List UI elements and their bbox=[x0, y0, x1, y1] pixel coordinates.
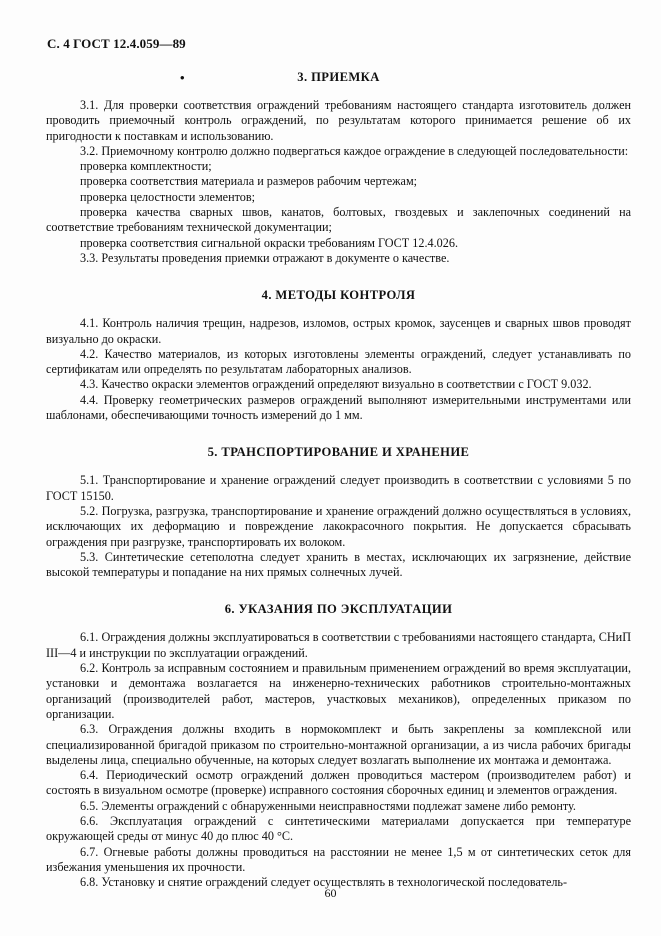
stray-dot-mark: • bbox=[180, 70, 185, 85]
section-control-methods bbox=[46, 288, 631, 423]
section-title: 4. МЕТОДЫ КОНТРОЛЯ bbox=[261, 288, 416, 303]
paragraph: 6.7. Огневые работы должны проводиться на расстоянии не менее 1,5 м от синтетических сеток для избежания уменьшения их прочности. bbox=[46, 844, 631, 874]
section-transport-storage bbox=[46, 445, 631, 580]
paragraph: 6.6. Эксплуатация ограждений с синтетическими материалами допускается при температуре окружающей среды от минус 40 до плюс 40 °С. bbox=[46, 813, 631, 844]
paragraph: 3.1. Для проверки соответствия ограждений требованиям настоящего стандарта изготовитель должен проводить приемочный контроль ограждений, по результатам которого принимается решение об их пригодности к поставкам и использованию. bbox=[46, 98, 631, 143]
paragraph: 3.3. Результаты проведения приемки отражают в документе о качестве. bbox=[80, 250, 450, 265]
section-title: 6. УКАЗАНИЯ ПО ЭКСПЛУАТАЦИИ bbox=[224, 602, 453, 617]
section-title: 5. ТРАНСПОРТИРОВАНИЕ И ХРАНЕНИЕ bbox=[207, 445, 470, 460]
list-item: проверка соответствия сигнальной окраски требованиям ГОСТ 12.4.026. bbox=[80, 235, 458, 250]
paragraph: 5.3. Синтетические сетеполотна следует хранить в местах, исключающих их загрязнение, действие высокой температуры и попадание на них прямых солнечных лучей. bbox=[46, 549, 631, 580]
paragraph: 6.1. Ограждения должны эксплуатироваться в соответствии с требованиями настоящего стандарта, СНиП III—4 и инструкции по эксплуатации ограждений. bbox=[46, 630, 631, 660]
document-body bbox=[46, 70, 631, 912]
list-item: проверка качества сварных швов, канатов, болтовых, гвоздевых и заклепочных соединений на соответствие требованиям технической документации; bbox=[46, 205, 631, 235]
paragraph: 6.3. Ограждения должны входить в нормокомплект и быть закреплены за комплексной или специализированной бригадой приказом по строительно-монтажной организации, а из числа рабочих бригады выделены лица, специально обученные, на которых следует возлагать выполнение их монтажа и демонтажа. bbox=[46, 722, 631, 767]
paragraph: 3.2. Приемочному контролю должно подвергаться каждое ограждение в следующей последовательности: bbox=[80, 143, 629, 158]
paragraph: 6.8. Установку и снятие ограждений следует осуществлять в технологической последователь- bbox=[80, 875, 568, 890]
paragraph: 6.2. Контроль за исправным состоянием и правильным применением ограждений во время эксплуатации, установки и демонтажа возлагается на инженерно-технических работников строительно-монтажных организаций (производителей работ, мастеров, участковых механиков), определенных приказом по организации. bbox=[46, 661, 631, 721]
paragraph: 5.1. Транспортирование и хранение ограждений следует производить в соответствии с условиями 5 по ГОСТ 15150. bbox=[46, 473, 631, 503]
section-acceptance bbox=[46, 70, 631, 266]
section-title: 3. ПРИЕМКА bbox=[297, 70, 380, 84]
paragraph: 4.3. Качество окраски элементов ограждений определяют визуально в соответствии с ГОСТ 9.032. bbox=[80, 377, 592, 392]
list-item: проверка комплектности; bbox=[80, 159, 212, 174]
running-head: С. 4 ГОСТ 12.4.059—89 bbox=[47, 36, 186, 51]
paragraph: 4.4. Проверку геометрических размеров ограждений выполняют измерительными инструментами или шаблонами, обеспечивающими точность измерений до 1 мм. bbox=[46, 392, 631, 423]
page-number: 60 bbox=[324, 886, 337, 900]
paragraph: 4.2. Качество материалов, из которых изготовлены элементы ограждений, следует устанавливать по сертификатам или определять по результатам лабораторных анализов. bbox=[46, 346, 631, 377]
paragraph: 5.2. Погрузка, разгрузка, транспортирование и хранение ограждений должно осуществляться в условиях, исключающих их деформацию и повреждение лакокрасочного покрытия. Не допускается сбрасывать ограждения при разгрузке, транспортировать их волоком. bbox=[46, 503, 631, 549]
list-item: проверка целостности элементов; bbox=[80, 189, 256, 204]
paragraph: 6.5. Элементы ограждений с обнаруженными неисправностями подлежат замене либо ремонту. bbox=[80, 798, 576, 813]
paragraph: 6.4. Периодический осмотр ограждений должен проводиться мастером (производителем работ) и состоять в визуальном осмотре (проверке) исправного состояния сборочных единиц и элементов ограждения. bbox=[46, 768, 631, 798]
paragraph: 4.1. Контроль наличия трещин, надрезов, изломов, острых кромок, заусенцев и сварных швов проводят визуально до окраски. bbox=[46, 316, 631, 346]
list-item: проверка соответствия материала и размеров рабочим чертежам; bbox=[80, 174, 418, 189]
section-operation-instructions bbox=[46, 602, 631, 890]
